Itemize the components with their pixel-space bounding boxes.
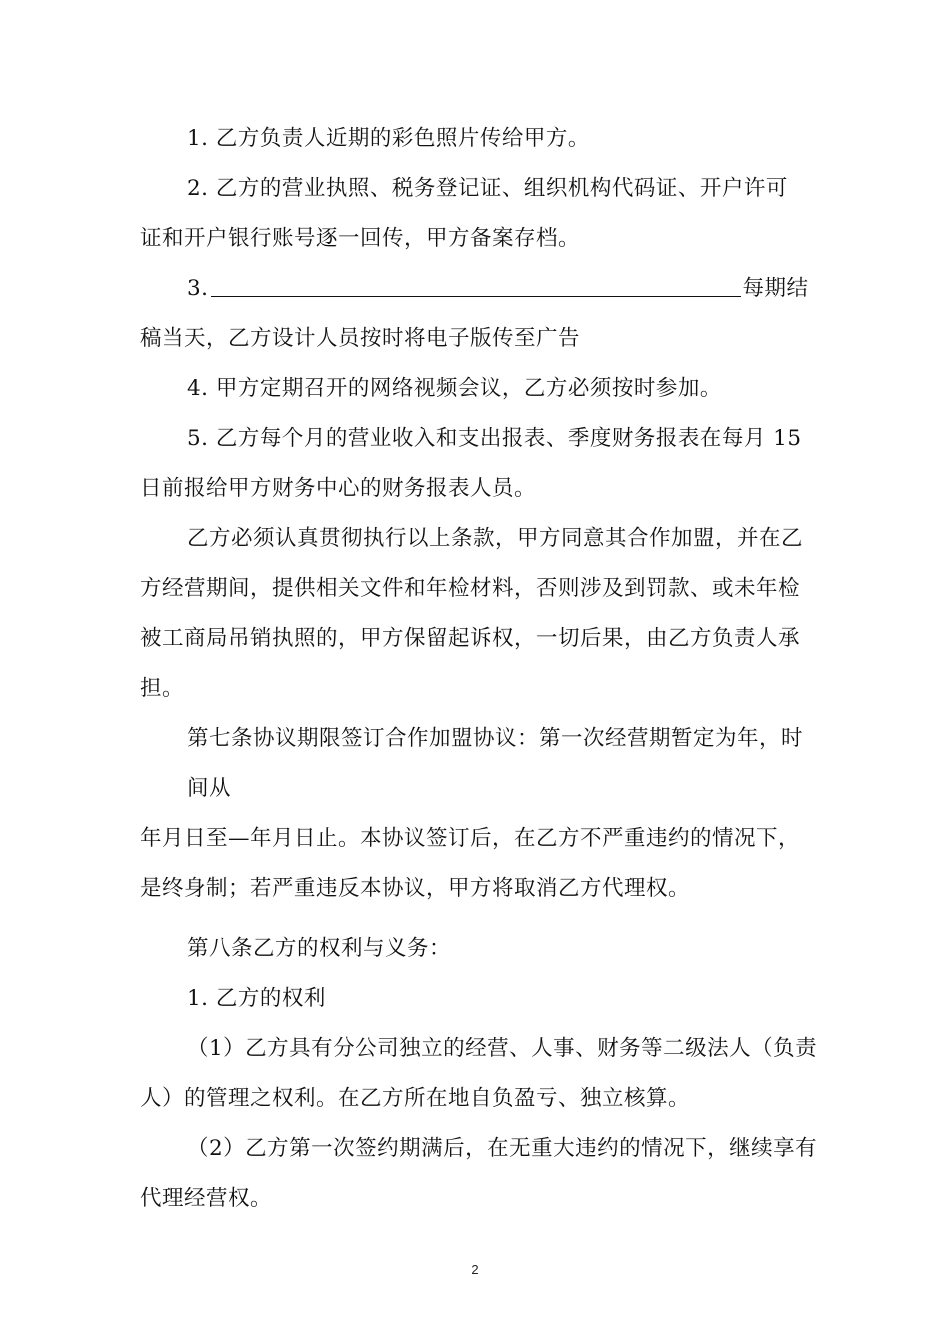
paragraph-line: 乙方必须认真贯彻执行以上条款，甲方同意其合作加盟，并在乙 [187,526,804,551]
item-3-suffix: 每期结 [742,276,809,301]
right-2-continuation: 代理经营权。 [140,1186,273,1211]
article-8-heading: 第八条乙方的权利与义务： [187,936,452,961]
fill-in-blank [211,276,741,297]
item-3-continuation: 稿当天，乙方设计人员按时将电子版传至广告 [140,326,581,351]
item-2-text: 2. 乙方的营业执照、税务登记证、组织机构代码证、开户许可 [187,176,788,201]
item-3-line [187,274,809,304]
right-1-text: （1）乙方具有分公司独立的经营、人事、财务等二级法人（负责 [187,1036,818,1061]
article-7-line: 间从 [187,776,232,801]
item-5-continuation: 日前报给甲方财务中心的财务报表人员。 [140,476,537,501]
item-2-continuation: 证和开户银行账号逐一回传，甲方备案存档。 [140,226,581,251]
paragraph-line: 方经营期间，提供相关文件和年检材料，否则涉及到罚款、或未年检 [140,576,801,601]
item-4-text: 4. 甲方定期召开的网络视频会议，乙方必须按时参加。 [187,376,722,401]
paragraph-line: 担。 [140,676,185,701]
article-7-heading: 第七条协议期限签订合作加盟协议：第一次经营期暂定为年，时 [187,726,804,751]
item-3-prefix: 3. [187,276,209,301]
page-number: 2 [471,1262,479,1277]
right-1-continuation: 人）的管理之权利。在乙方所在地自负盈亏、独立核算。 [140,1086,691,1111]
item-1-text: 1. 乙方负责人近期的彩色照片传给甲方。 [187,126,590,151]
article-7-line: 年月日至—年月日止。本协议签订后，在乙方不严重违约的情况下， [140,826,801,851]
right-2-text: （2）乙方第一次签约期满后，在无重大违约的情况下，继续享有 [187,1136,818,1161]
paragraph-line: 被工商局吊销执照的，甲方保留起诉权，一切后果，由乙方负责人承 [140,626,801,651]
article-7-line: 是终身制；若严重违反本协议，甲方将取消乙方代理权。 [140,876,691,901]
item-5-text: 5. 乙方每个月的营业收入和支出报表、季度财务报表在每月 15 [187,426,802,451]
rights-subheading: 1. 乙方的权利 [187,986,326,1011]
